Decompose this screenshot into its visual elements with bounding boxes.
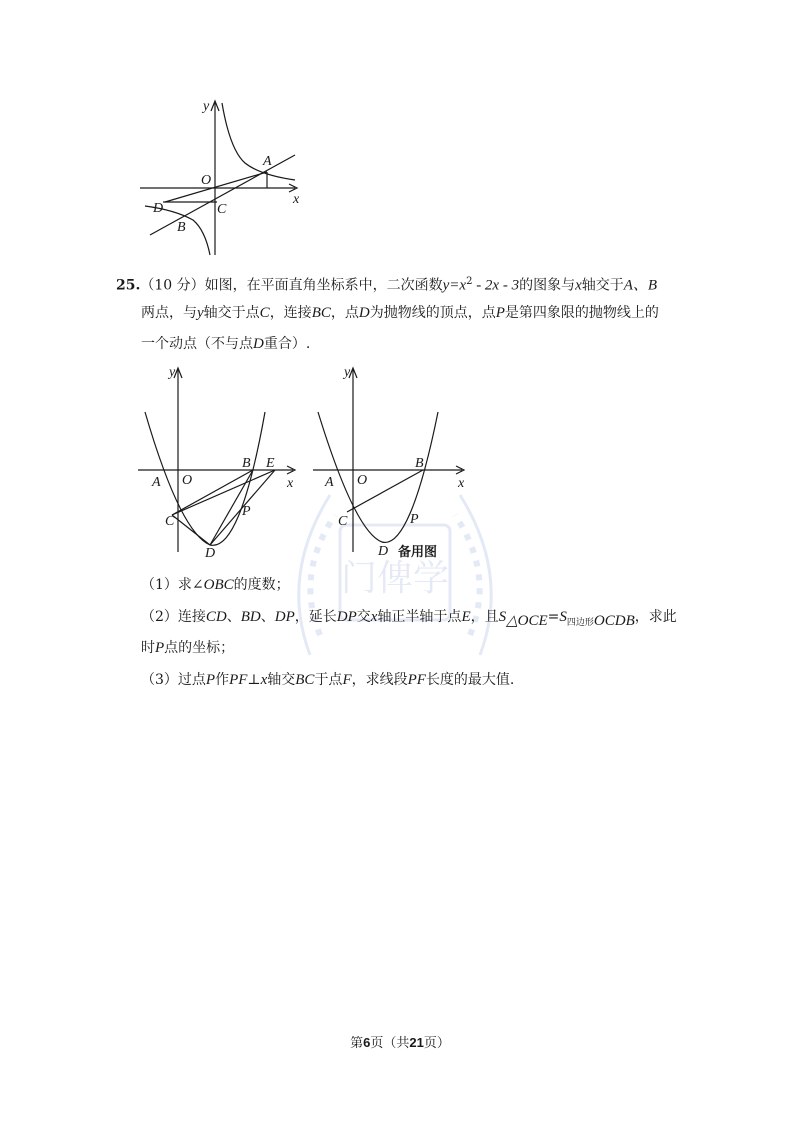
label-b: B xyxy=(415,456,424,471)
sub-question-1: （1）求∠OBC的度数； xyxy=(141,577,290,593)
parabola xyxy=(145,412,265,545)
label-b: B xyxy=(242,456,251,471)
label-x: x xyxy=(293,192,300,207)
label-y: y xyxy=(344,365,351,380)
q25-line-3: 一个动点（不与点D重合）. xyxy=(141,336,311,352)
sub-question-3: （3）过点P作PF⊥x轴交BC于点F，求线段PF长度的最大值. xyxy=(141,672,515,688)
label-b: B xyxy=(177,220,186,235)
label-d: D xyxy=(378,544,389,559)
label-p: P xyxy=(410,512,419,527)
label-y: y xyxy=(203,99,210,114)
sub-question-2-line-1: （2）连接CD、BD、DP，延长DP交x轴正半轴于点E，且$S_{\triangle OCE}=S_{四边形OCDB}$，求此 xyxy=(141,609,677,629)
parabola xyxy=(318,412,438,542)
label-e: E xyxy=(266,456,275,471)
total-pages: 21 xyxy=(409,1035,424,1050)
q25-line-1: 25.（10 分）如图，在平面直角坐标系中，二次函数$y=x^2 - 2x - 3$的图象与x轴交于A、B xyxy=(116,276,658,294)
figure-3 xyxy=(310,362,480,562)
current-page: 6 xyxy=(363,1035,371,1050)
label-a: A xyxy=(263,154,272,169)
label-o: O xyxy=(182,473,193,488)
line-ab xyxy=(150,155,295,235)
label-a: A xyxy=(325,475,334,490)
label-a: A xyxy=(152,475,161,490)
line-ad xyxy=(165,172,267,202)
label-d: D xyxy=(153,201,164,216)
label-c: C xyxy=(338,514,348,529)
label-p: P xyxy=(242,504,251,519)
watermark-text: 门俾学 xyxy=(340,558,450,599)
label-x: x xyxy=(458,476,465,491)
q25-number: 25. xyxy=(116,277,141,294)
label-y: y xyxy=(169,365,176,380)
sub-question-2-line-2: 时P点的坐标； xyxy=(141,640,235,656)
q25-line-2: 两点，与y轴交于点C，连接BC，点D为抛物线的顶点，点P是第四象限的抛物线上的 xyxy=(141,305,659,321)
label-c: C xyxy=(217,202,227,217)
label-d: D xyxy=(205,546,216,561)
label-o: O xyxy=(357,473,368,488)
label-x: x xyxy=(287,476,294,491)
label-c: C xyxy=(165,514,175,529)
figure-caption: 备用图 xyxy=(398,544,438,559)
label-o: O xyxy=(201,173,212,188)
figure-1 xyxy=(135,95,310,260)
hyperbola-branch-1 xyxy=(222,103,295,180)
figure-2 xyxy=(135,362,305,562)
page-footer: 第6页（共21页） xyxy=(350,1035,450,1051)
